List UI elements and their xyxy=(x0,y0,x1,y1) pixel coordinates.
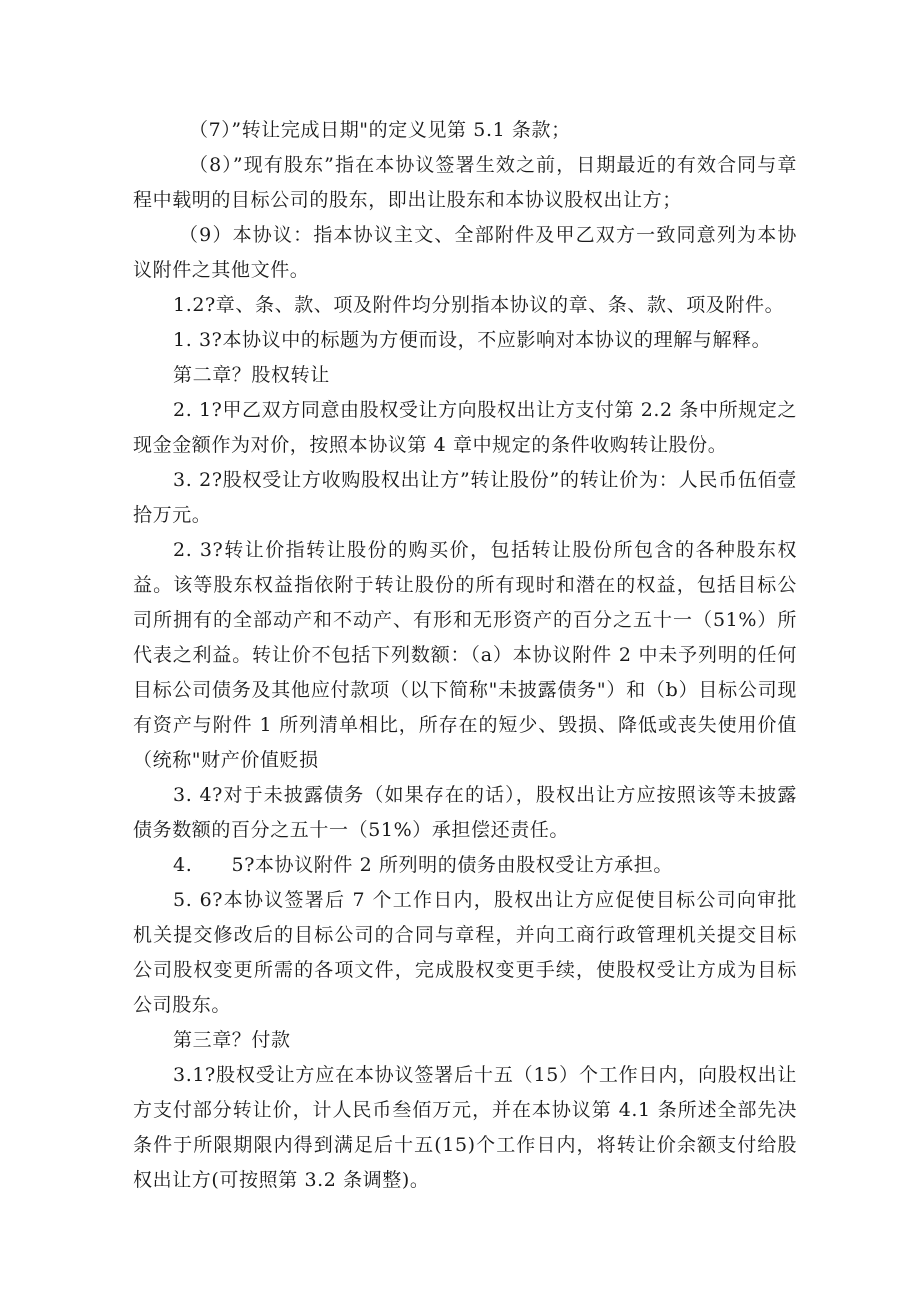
chapter-2-heading: 第二章？股权转让 xyxy=(173,364,330,386)
paragraph-2-2: 3. 2?股权受让方收购股权出让方”转让股份”的转让价为：人民币伍佰壹拾万元。 xyxy=(133,469,797,526)
paragraph-2-5: 4. 5?本协议附件 2 所列明的债务由股权受让方承担。 xyxy=(173,854,673,876)
paragraph-3-1: 3.1?股权受让方应在本协议签署后十五（15）个工作日内，向股权出让方支付部分转让价，计人民币叁佰万元，并在本协议第 4.1 条所述全部先决条件于所限期限内得到满足后十五(15)个工作日内，将转让价余额支付给股权出让方(可按照第 3.2 条调整)。 xyxy=(133,1064,797,1191)
paragraph-1-3: 1. 3?本协议中的标题为方便而设，不应影响对本协议的理解与解释。 xyxy=(173,329,772,351)
paragraph-definition-7: （7）”转让完成日期"的定义见第 5.1 条款； xyxy=(189,119,571,141)
paragraph-2-3: 2. 3?转让价指转让股份的购买价，包括转让股份所包含的各种股东权益。该等股东权益指依附于转让股份的所有现时和潜在的权益，包括目标公司所拥有的全部动产和不动产、有形和无形资产的百分之五十一（51%）所代表之利益。转让价不包括下列数额：（a）本协议附件 2 中未予列明的任何目标公司债务及其他应付款项（以下简称"未披露债务"）和（b）目标公司现有资产与附件 1 所列清单相比，所存在的短少、毁损、降低或丧失使用价值（统称"财产价值贬损 xyxy=(133,539,797,771)
paragraph-1-2: 1.2?章、条、款、项及附件均分别指本协议的章、条、款、项及附件。 xyxy=(173,294,785,316)
paragraph-definition-9: （9）本协议：指本协议主文、全部附件及甲乙双方一致同意列为本协议附件之其他文件。 xyxy=(133,224,797,281)
paragraph-2-1: 2. 1?甲乙双方同意由股权受让方向股权出让方支付第 2.2 条中所规定之现金金额作为对价，按照本协议第 4 章中规定的条件收购转让股份。 xyxy=(133,399,797,456)
document-body xyxy=(133,113,797,1198)
chapter-3-heading: 第三章？付款 xyxy=(173,1029,291,1051)
paragraph-definition-8: （8）”现有股东”指在本协议签署生效之前，日期最近的有效合同与章程中载明的目标公司的股东，即出让股东和本协议股权出让方； xyxy=(133,154,797,211)
paragraph-2-6: 5. 6?本协议签署后 7 个工作日内，股权出让方应促使目标公司向审批机关提交修改后的目标公司的合同与章程，并向工商行政管理机关提交目标公司股权变更所需的各项文件，完成股权变更手续，使股权受让方成为目标公司股东。 xyxy=(133,889,797,1016)
paragraph-2-4: 3. 4?对于未披露债务（如果存在的话），股权出让方应按照该等未披露债务数额的百分之五十一（51%）承担偿还责任。 xyxy=(133,784,797,841)
